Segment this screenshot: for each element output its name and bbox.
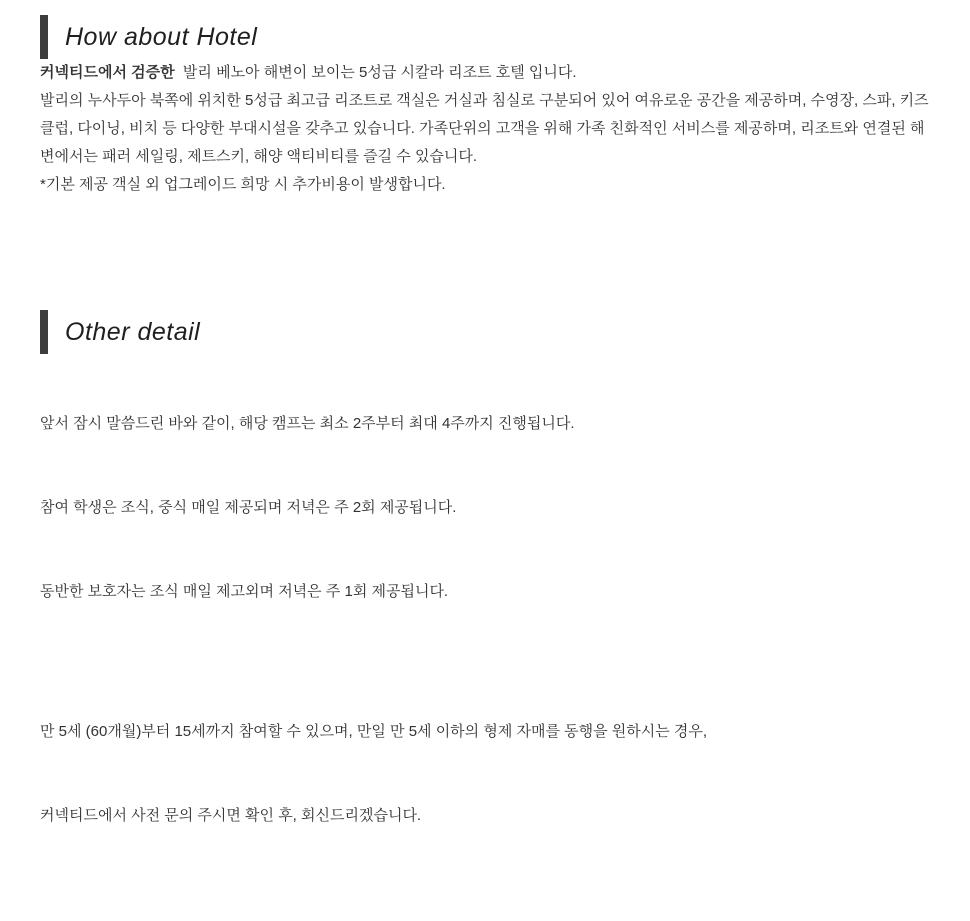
camp-schedule-paragraph: [40, 354, 930, 662]
section-heading-other-detail: [40, 310, 930, 354]
schedule-line: 동반한 보호자는 조식 매일 제고외며 저녁은 주 1회 제공됩니다.: [40, 583, 449, 600]
section-how-about-hotel: [40, 15, 933, 199]
upgrade-cost-note: *기본 제공 객실 외 업그레이드 희망 시 추가비용이 발생합니다.: [40, 176, 446, 193]
age-requirement-paragraph: [40, 662, 930, 886]
hotel-intro-paragraph: [40, 59, 930, 87]
schedule-line: 참여 학생은 조식, 중식 매일 제공되며 저녁은 주 2회 제공됩니다.: [40, 499, 457, 516]
age-line: 커넥티드에서 사전 문의 주시면 확인 후, 회신드리겠습니다.: [40, 807, 422, 824]
section-other-detail: [40, 310, 930, 886]
section-accent-bar: [40, 310, 48, 354]
section-title-text: How about Hotel: [65, 22, 258, 51]
hotel-description-paragraph: 발리의 누사두아 북쪽에 위치한 5성급 최고급 리조트로 객실은 거실과 침실로 구분되어 있어 여유로운 공간을 제공하며, 수영장, 스파, 키즈 클럽, 다이닝, 비치 등 다양한 부대시설을 갖추고 있습니다. 가족단위의 고객을 위해 가족 친화적인 서비스를 제공하며, 리조트와 연결된 해변에서는 패러 세일링, 제트스키, 해양 액티비티를 즐길 수 있습니다.: [40, 92, 933, 165]
verified-by-connected-text: 커넥티드에서 검증한: [40, 64, 175, 81]
age-line: 만 5세 (60개월)부터 15세까지 참여할 수 있으며, 만일 만 5세 이하의 형제 자매를 동행을 원하시는 경우,: [40, 723, 708, 740]
section-title-text: Other detail: [65, 317, 201, 346]
schedule-line: 앞서 잠시 말씀드린 바와 같이, 해당 캠프는 최소 2주부터 최대 4주까지 진행됩니다.: [40, 415, 575, 432]
section-accent-bar: [40, 15, 48, 59]
section-heading-hotel: [40, 15, 930, 59]
hotel-intro-rest-text: 발리 베노아 해변이 보이는 5성급 시칼라 리조트 호텔 입니다.: [174, 64, 577, 81]
